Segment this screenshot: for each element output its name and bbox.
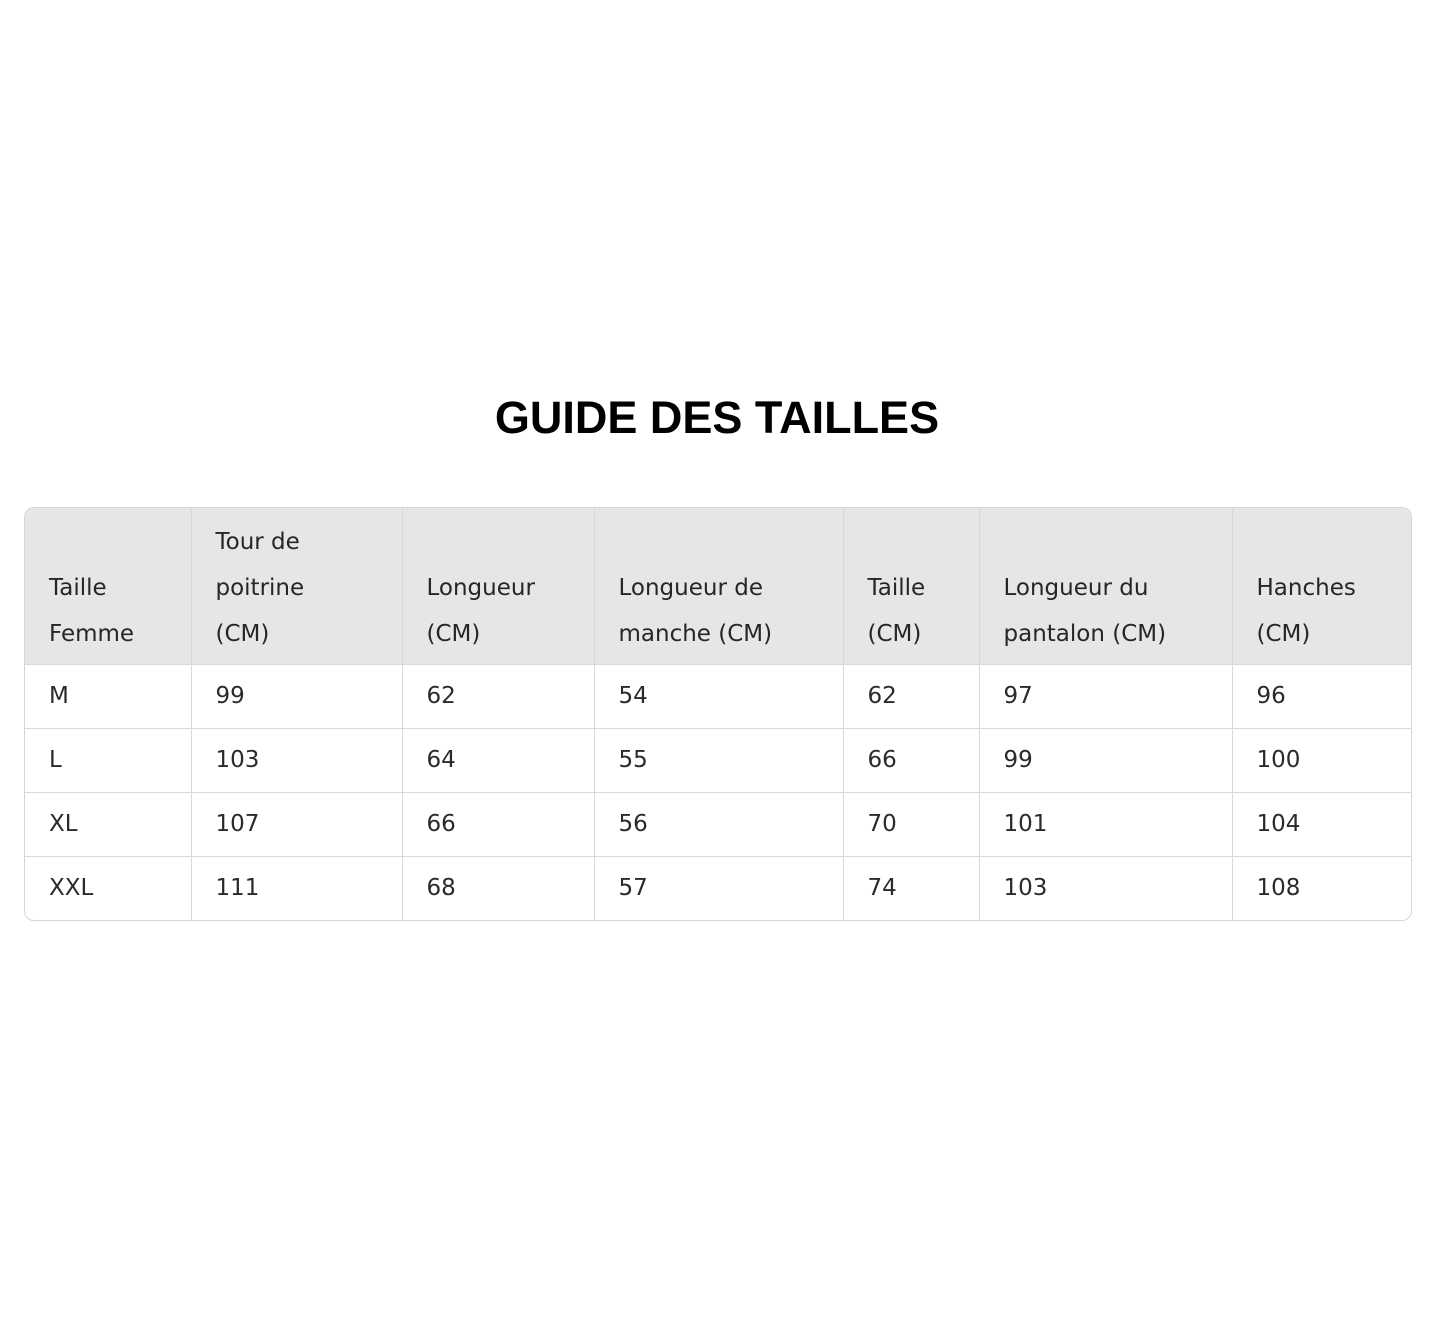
- table-cell: 99: [191, 664, 402, 728]
- column-header-hips: Hanches (CM): [1232, 508, 1411, 664]
- table-cell: 56: [594, 792, 843, 856]
- table-row: [25, 792, 1411, 856]
- table-cell: 55: [594, 728, 843, 792]
- column-header-chest: Tour de poitrine (CM): [191, 508, 402, 664]
- table-cell: 97: [979, 664, 1232, 728]
- table-cell: 64: [402, 728, 594, 792]
- size-guide-table: [25, 508, 1411, 920]
- column-header-pants-length: Longueur du pantalon (CM): [979, 508, 1232, 664]
- table-body: [25, 664, 1411, 920]
- column-header-size: Taille Femme: [25, 508, 191, 664]
- table-cell: 104: [1232, 792, 1411, 856]
- table-cell: 99: [979, 728, 1232, 792]
- table-row: [25, 664, 1411, 728]
- table-cell: XL: [25, 792, 191, 856]
- column-header-sleeve-length: Longueur de manche (CM): [594, 508, 843, 664]
- table-cell: 96: [1232, 664, 1411, 728]
- table-cell: 101: [979, 792, 1232, 856]
- size-guide-table-container: [24, 507, 1412, 921]
- table-cell: M: [25, 664, 191, 728]
- table-row: [25, 728, 1411, 792]
- table-header: [25, 508, 1411, 664]
- table-cell: 68: [402, 856, 594, 920]
- table-cell: 103: [191, 728, 402, 792]
- table-cell: 103: [979, 856, 1232, 920]
- table-cell: 66: [402, 792, 594, 856]
- table-row: [25, 856, 1411, 920]
- table-cell: 57: [594, 856, 843, 920]
- header-row: [25, 508, 1411, 664]
- table-cell: 111: [191, 856, 402, 920]
- table-cell: 70: [843, 792, 979, 856]
- table-cell: 62: [843, 664, 979, 728]
- table-cell: 100: [1232, 728, 1411, 792]
- page-title: GUIDE DES TAILLES: [494, 392, 940, 443]
- table-cell: 54: [594, 664, 843, 728]
- column-header-waist: Taille (CM): [843, 508, 979, 664]
- table-cell: 107: [191, 792, 402, 856]
- table-cell: 108: [1256, 875, 1301, 901]
- table-cell: L: [25, 728, 191, 792]
- column-header-length: Longueur (CM): [402, 508, 594, 664]
- table-cell: 74: [843, 856, 979, 920]
- table-cell: XXL: [25, 856, 191, 920]
- table-cell: 66: [843, 728, 979, 792]
- table-cell: 62: [402, 664, 594, 728]
